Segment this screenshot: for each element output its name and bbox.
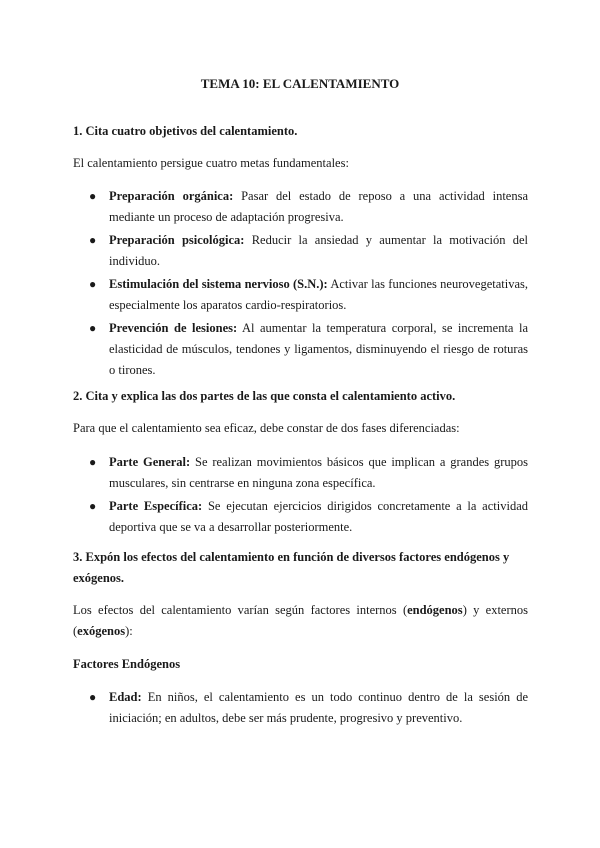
item-term: Edad: — [109, 690, 142, 704]
bullet-icon: ● — [89, 189, 97, 203]
item-term: Parte General: — [109, 455, 191, 469]
section3-intro-mid: ) y externos ( — [73, 603, 528, 638]
section3-intro-post: ): — [125, 624, 133, 638]
list-item — [73, 452, 528, 494]
item-text: Pasar del estado de reposo a una actividad intensa mediante un proceso de adaptación progresiva. — [109, 189, 528, 224]
bullet-icon: ● — [89, 321, 97, 335]
section3-intro-pre: Los efectos del calentamiento varían según factores internos ( — [73, 603, 408, 617]
bullet-icon: ● — [89, 455, 97, 469]
item-term: Estimulación del sistema nervioso (S.N.): — [109, 277, 328, 291]
bullet-icon: ● — [89, 499, 97, 513]
item-text: Al aumentar la temperatura corporal, se incrementa la elasticidad de músculos, tendones y ligamentos, disminuyendo el riesgo de roturas o tirones. — [109, 321, 528, 377]
list-item — [73, 274, 528, 316]
item-text: Se realizan movimientos básicos que implican a grandes grupos musculares, sin centrarse en ninguna zona específica. — [109, 455, 528, 490]
item-text: Se ejecutan ejercicios dirigidos concretamente a la actividad deportiva que se va a desarrollar posteriormente. — [109, 499, 528, 534]
bullet-icon: ● — [89, 277, 97, 291]
item-text: Reducir la ansiedad y aumentar la motivación del individuo. — [109, 233, 529, 268]
item-term: Preparación orgánica: — [109, 189, 234, 203]
document-title: TEMA 10: EL CALENTAMIENTO — [200, 76, 400, 91]
list-item — [73, 230, 528, 272]
list-item — [73, 687, 528, 729]
section2-heading: 2. Cita y explica las dos partes de las que consta el calentamiento activo. — [73, 389, 456, 403]
item-term: Preparación psicológica: — [109, 233, 245, 247]
section3-intro-exogenos: exógenos — [77, 624, 126, 638]
section3-intro — [73, 600, 528, 642]
section3-list — [73, 687, 528, 731]
section3-intro-endogenos: endógenos — [407, 603, 463, 617]
section1-heading: 1. Cita cuatro objetivos del calentamiento. — [73, 124, 298, 138]
list-item — [73, 318, 528, 381]
section1-list — [73, 186, 528, 383]
item-term: Prevención de lesiones: — [109, 321, 238, 335]
item-text: Activar las funciones neurovegetativas, especialmente los aparatos cardio-respiratorios. — [109, 277, 528, 312]
section3-heading: 3. Expón los efectos del calentamiento en función de diversos factores endógenos y exógenos. — [73, 550, 510, 585]
section2-intro: Para que el calentamiento sea eficaz, debe constar de dos fases diferenciadas: — [73, 421, 460, 435]
list-item — [73, 496, 528, 538]
item-text: En niños, el calentamiento es un todo continuo dentro de la sesión de iniciación; en adultos, debe ser más prudente, progresivo y preventivo. — [109, 690, 529, 725]
bullet-icon: ● — [89, 233, 97, 247]
section3-subheading: Factores Endógenos — [73, 657, 181, 671]
bullet-icon: ● — [89, 690, 97, 704]
section1-intro: El calentamiento persigue cuatro metas fundamentales: — [73, 156, 349, 170]
list-item — [73, 186, 528, 228]
section2-list — [73, 452, 528, 540]
item-term: Parte Específica: — [109, 499, 203, 513]
